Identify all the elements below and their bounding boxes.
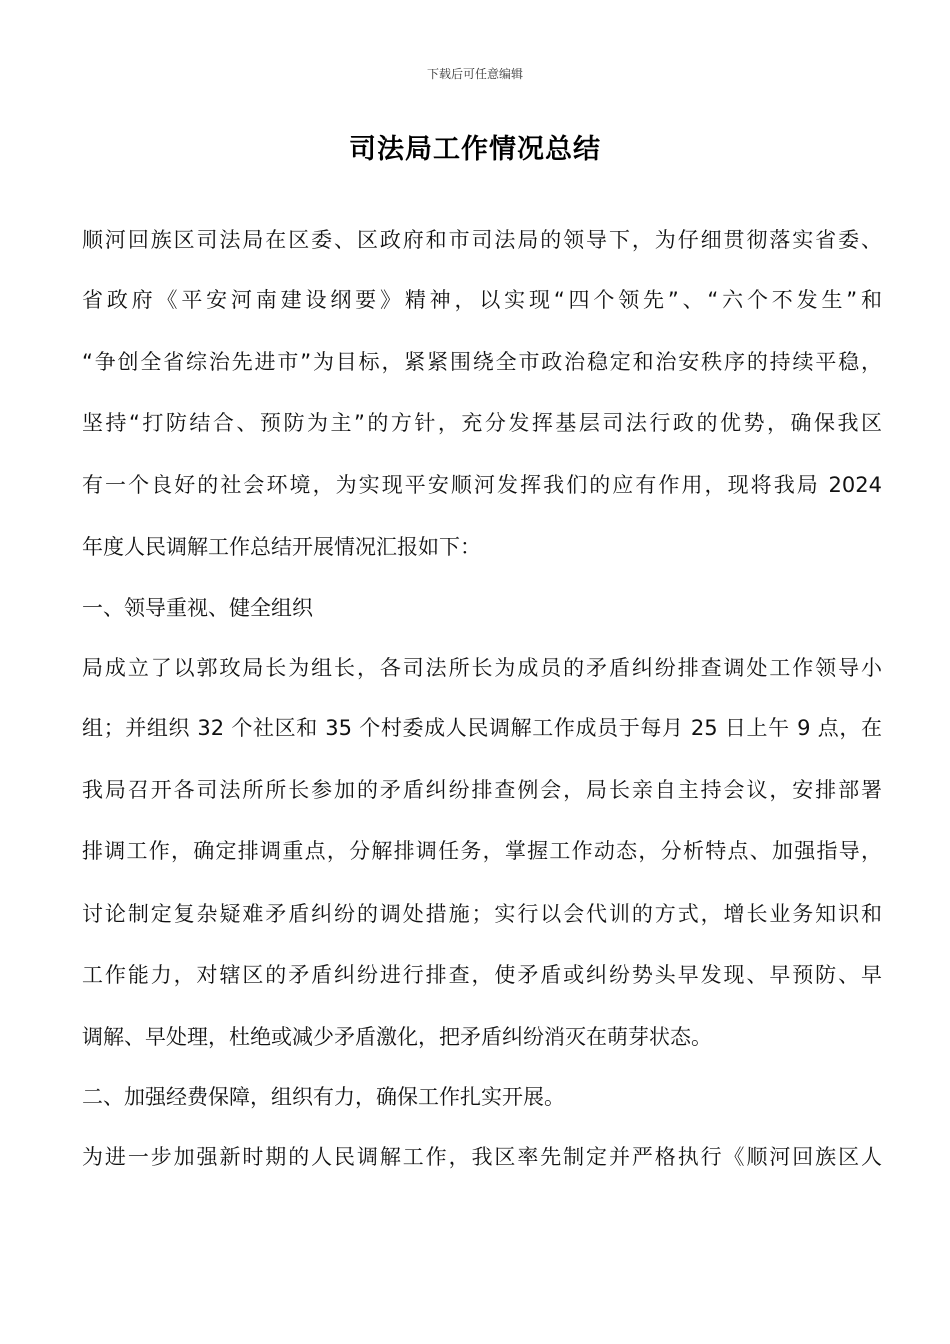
body-line: 排调工作，确定排调重点，分解排调任务，掌握工作动态，分析特点、加强指导， bbox=[82, 839, 882, 863]
body-line: “争创全省综治先进市”为目标，紧紧围绕全市政治稳定和治安秩序的持续平稳， bbox=[82, 350, 882, 374]
body-line: 调解、早处理，杜绝或减少矛盾激化，把矛盾纠纷消灭在萌芽状态。 bbox=[82, 1025, 712, 1049]
section-heading: 一、领导重视、健全组织 bbox=[82, 596, 313, 620]
section-heading: 二、加强经费保障，组织有力，确保工作扎实开展。 bbox=[82, 1085, 565, 1109]
body-line: 为进一步加强新时期的人民调解工作，我区率先制定并严格执行《顺河回族区人 bbox=[82, 1145, 882, 1169]
body-line: 坚持“打防结合、预防为主”的方针，充分发挥基层司法行政的优势，确保我区 bbox=[82, 411, 882, 435]
header-note: 下载后可任意编辑 bbox=[426, 67, 523, 81]
body-line: 年度人民调解工作总结开展情况汇报如下： bbox=[82, 535, 481, 559]
body-line: 讨论制定复杂疑难矛盾纠纷的调处措施；实行以会代训的方式，增长业务知识和 bbox=[82, 902, 882, 926]
body-line: 局成立了以郭玫局长为组长，各司法所长为成员的矛盾纠纷排查调处工作领导小 bbox=[82, 656, 882, 680]
body-line: 组；并组织 32 个社区和 35 个村委成人民调解工作成员于每月 25 日上午 9 点，在 bbox=[82, 716, 882, 740]
document-title: 司法局工作情况总结 bbox=[349, 134, 601, 165]
body-line: 顺河回族区司法局在区委、区政府和市司法局的领导下，为仔细贯彻落实省委、 bbox=[82, 228, 882, 252]
body-line: 我局召开各司法所所长参加的矛盾纠纷排查例会，局长亲自主持会议，安排部署 bbox=[82, 778, 882, 802]
body-line: 有一个良好的社会环境，为实现平安顺河发挥我们的应有作用，现将我局 2024 bbox=[82, 473, 882, 497]
body-line: 省政府《平安河南建设纲要》精神，以实现“四个领先”、“六个不发生”和 bbox=[82, 288, 882, 312]
body-line: 工作能力，对辖区的矛盾纠纷进行排查，使矛盾或纠纷势头早发现、早预防、早 bbox=[82, 963, 882, 987]
